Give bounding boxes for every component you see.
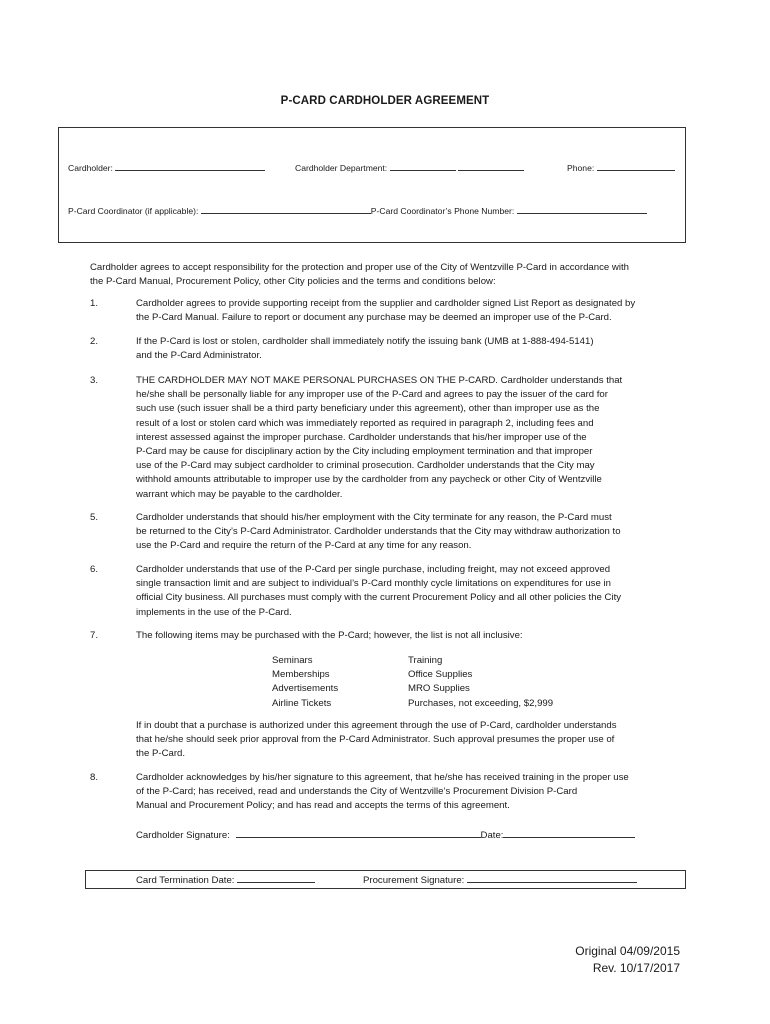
term-7-text: The following items may be purchased with the P-Card; however, the list is not all inclusive: xyxy=(136,630,523,641)
list-item: Memberships xyxy=(272,669,330,681)
intro-paragraph: Cardholder agrees to accept responsibility for the protection and proper use of the City of Wentzville P-Card in accordance with the P-Card Manual, Procurement Policy, other City policies and the terms and conditions below: xyxy=(90,262,629,288)
list-item: MRO Supplies xyxy=(408,683,470,695)
termination-date-field[interactable] xyxy=(136,873,315,888)
original-date: Original 04/09/2015 xyxy=(575,944,680,958)
signature-line[interactable] xyxy=(136,828,635,843)
department-blank-2[interactable] xyxy=(458,161,524,171)
term-8-text: Cardholder acknowledges by his/her signature to this agreement, that he/she has received training in the proper use of the P-Card; has received, read and understands the City of Wentzville’s Procurement Division P-Card Manual and Procurement Policy; and has read and accepts the terms of this agreement. xyxy=(136,772,629,812)
phone-label: Phone: xyxy=(567,163,595,173)
department-label: Cardholder Department: xyxy=(295,163,388,173)
date-blank[interactable] xyxy=(503,828,635,838)
coordinator-blank[interactable] xyxy=(201,204,371,214)
term-6-text: Cardholder understands that use of the P-Card per single purchase, including freight, may not exceed approved single transaction limit and are subject to individual’s P-Card monthly cycle limitations on expenditures for use in official City business. All purchases must comply with the current Procurement Policy and all other policies the City implements in the use of the P-Card. xyxy=(136,564,622,618)
list-item: Purchases, not exceeding, $2,999 xyxy=(408,697,554,709)
term-1-text: Cardholder agrees to provide supporting receipt from the supplier and cardholder signed List Report as designated by the P-Card Manual. Failure to report or document any purchase may be deemed an improper use of the P-Card. xyxy=(136,298,636,324)
cardholder-signature-blank[interactable] xyxy=(236,828,481,838)
term-number: 1. xyxy=(90,298,99,309)
list-item: Office Supplies xyxy=(408,669,473,681)
coordinator-field[interactable] xyxy=(68,204,647,216)
procurement-signature-label: Procurement Signature: xyxy=(363,875,465,886)
term-5-text: Cardholder understands that should his/her employment with the City terminate for any reason, the P-Card must be returned to the City’s P-Card Administrator. Cardholder understands that the City may withdraw authorization to use the P-Card and require the return of the P-Card at any time for any reason. xyxy=(136,512,621,552)
procurement-signature-blank[interactable] xyxy=(467,873,637,883)
list-item: Advertisements xyxy=(272,683,339,695)
cardholder-blank[interactable] xyxy=(115,161,265,171)
allowed-items-left xyxy=(272,654,338,711)
list-item: Training xyxy=(408,655,443,666)
revision-date: Rev. 10/17/2017 xyxy=(592,961,680,975)
procurement-signature-field[interactable] xyxy=(363,873,637,888)
date-label: Date: xyxy=(480,830,504,841)
termination-date-blank[interactable] xyxy=(237,873,315,883)
department-field[interactable] xyxy=(295,161,524,173)
phone-field[interactable] xyxy=(567,161,675,173)
cardholder-field[interactable] xyxy=(68,161,265,173)
allowed-items-right xyxy=(408,654,553,711)
coordinator-phone-label: P-Card Coordinator’s Phone Number: xyxy=(370,206,515,216)
term-number: 7. xyxy=(90,630,99,641)
term-number: 6. xyxy=(90,564,99,575)
footer-dates xyxy=(575,943,680,977)
page-title: P-CARD CARDHOLDER AGREEMENT xyxy=(280,95,490,107)
term-3-text: THE CARDHOLDER MAY NOT MAKE PERSONAL PURCHASES ON THE P-CARD. Cardholder understands that he/she shall be personally liable for any improper use of the P-Card and agrees to pay the issuer of the card for such use (such issuer shall be a third party beneficiary under this agreement), other than improper use as the result of a lost or stolen card which was immediately reported as required in paragraph 2, including fees and interest assessed against the improper purchase. Cardholder understands that his/her improper use of the P-Card may be cause for disciplinary action by the City including employment termination and that improper use of the P-Card may subject cardholder to criminal prosecution. Cardholder understands that the City may withhold amounts attributable to improper use by the cardholder from any paycheck or other City of Wentzville warrant which may be payable to the cardholder. xyxy=(136,375,623,500)
cardholder-info-box xyxy=(58,127,686,243)
term-number: 2. xyxy=(90,336,99,347)
term-number: 3. xyxy=(90,375,99,386)
term-2-text: If the P-Card is lost or stolen, cardholder shall immediately notify the issuing bank (UMB at 1-888-494-5141) and the P-Card Administrator. xyxy=(136,336,594,362)
termination-date-label: Card Termination Date: xyxy=(136,875,235,886)
phone-blank[interactable] xyxy=(597,161,675,171)
department-blank-1[interactable] xyxy=(390,161,456,171)
cardholder-label: Cardholder: xyxy=(68,163,113,173)
doubt-note: If in doubt that a purchase is authorized under this agreement through the use of P-Card, cardholder understands that he/she should seek prior approval from the P-Card Administrator. Such approval presumes the proper use of the P-Card. xyxy=(136,720,617,760)
cardholder-signature-label: Cardholder Signature: xyxy=(136,830,230,841)
list-item: Seminars xyxy=(272,655,313,666)
coordinator-label: P-Card Coordinator (if applicable): xyxy=(68,206,199,216)
term-number: 8. xyxy=(90,772,99,783)
list-item: Airline Tickets xyxy=(272,697,332,709)
term-number: 5. xyxy=(90,512,99,523)
coordinator-phone-blank[interactable] xyxy=(517,204,647,214)
